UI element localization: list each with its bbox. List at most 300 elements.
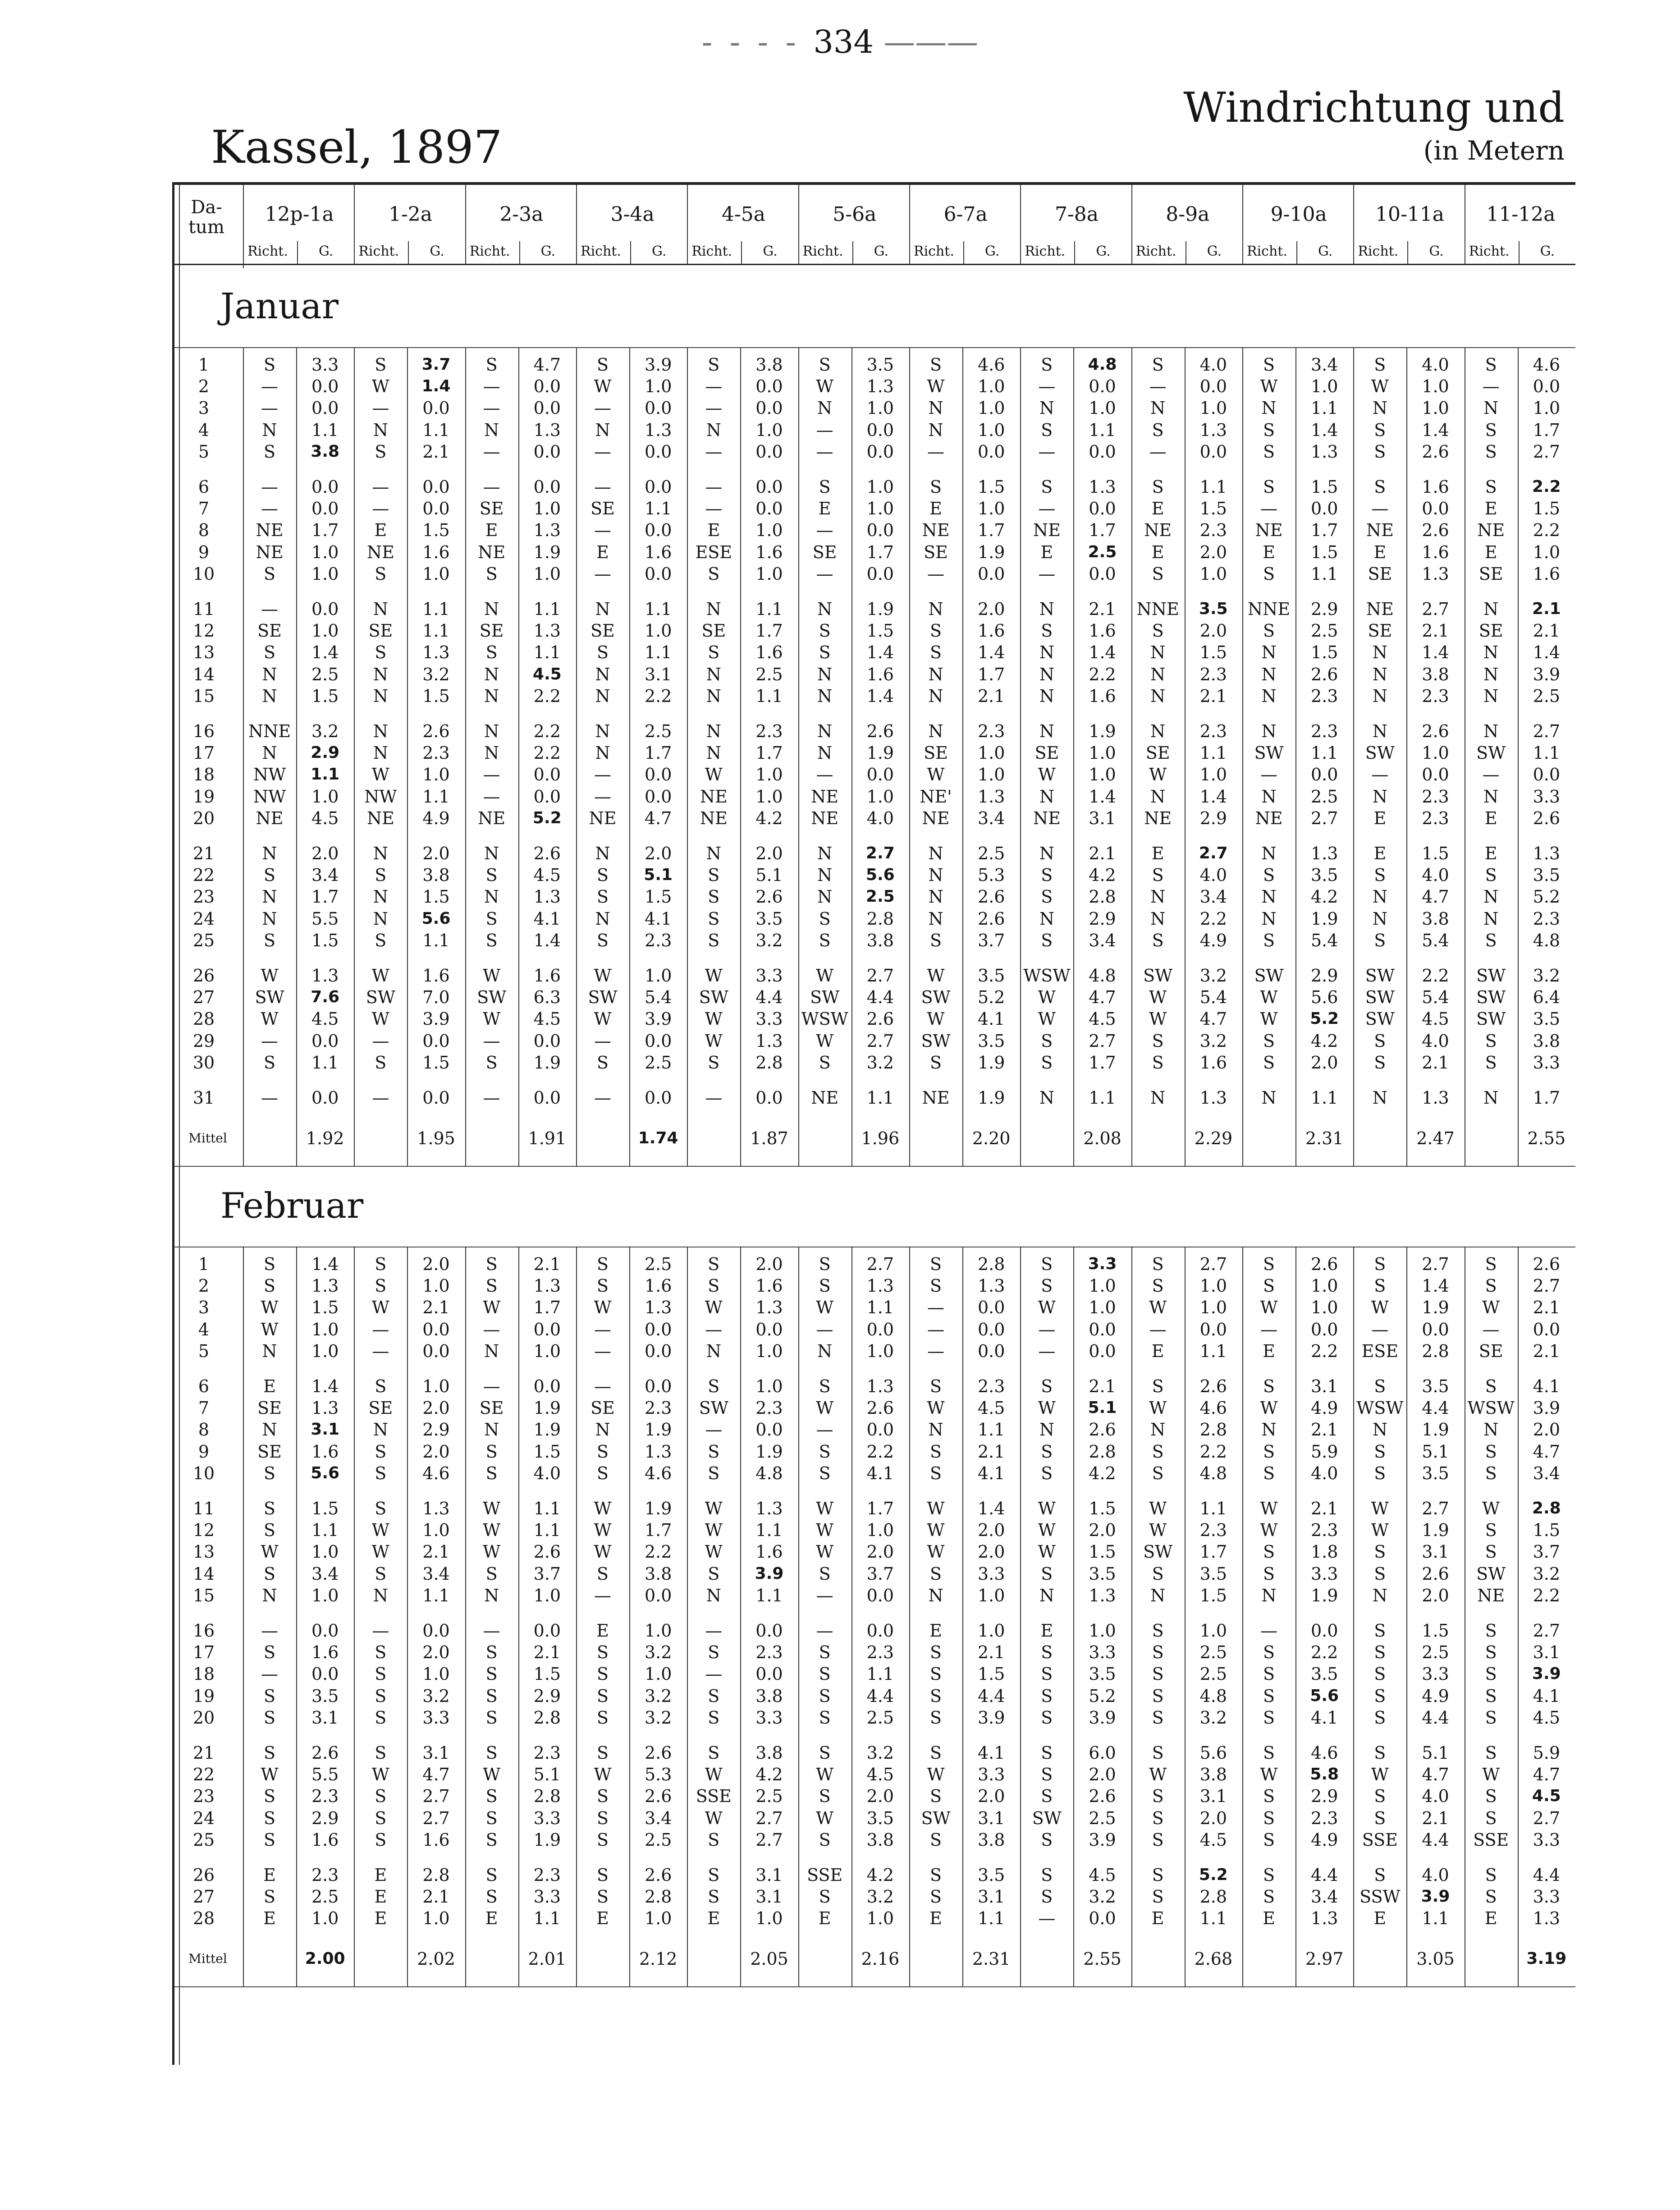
- wind-speed: 4.0: [533, 1463, 561, 1483]
- wind-speed: 0.0: [311, 1664, 339, 1684]
- wind-speed: 1.5: [977, 477, 1005, 497]
- wind-direction: SW: [1365, 743, 1395, 763]
- table-row: [174, 666, 1575, 683]
- wind-speed: 0.0: [533, 441, 561, 462]
- wind-direction: W: [816, 1499, 834, 1518]
- wind-speed: 4.9: [1310, 1829, 1338, 1850]
- subcolumn-rule: [851, 1247, 852, 1986]
- wind-direction: N: [1261, 786, 1277, 807]
- wind-direction: N: [484, 844, 499, 863]
- wind-direction: W: [483, 1542, 501, 1562]
- wind-direction: N: [595, 908, 610, 929]
- wind-direction: N: [373, 686, 388, 706]
- subcolumn-rule: [296, 1247, 297, 1986]
- day-number: 25: [192, 930, 215, 950]
- wind-direction: SE: [591, 1398, 615, 1418]
- wind-speed: 3.4: [311, 865, 339, 885]
- wind-direction: E: [263, 1865, 276, 1885]
- wind-speed: 1.0: [1199, 1298, 1227, 1318]
- wind-speed: 1.4: [866, 642, 894, 663]
- wind-speed: 1.3: [533, 887, 561, 907]
- wind-speed: 2.6: [1089, 1786, 1116, 1807]
- interval-header: [1465, 185, 1576, 264]
- wind-direction: S: [819, 1254, 831, 1274]
- wind-direction: N: [928, 1585, 943, 1605]
- wind-speed: 1.7: [1199, 1542, 1227, 1562]
- wind-direction: —: [594, 1319, 611, 1339]
- wind-direction: W: [705, 1009, 723, 1029]
- wind-speed: 0.0: [1422, 765, 1449, 785]
- day-number: 31: [192, 1088, 215, 1108]
- wind-speed: 1.0: [311, 1585, 339, 1605]
- wind-direction: N: [817, 865, 833, 885]
- wind-speed: 2.7: [1422, 1499, 1449, 1518]
- wind-speed: 3.3: [311, 355, 339, 375]
- wind-direction: N: [1261, 844, 1277, 863]
- day-number: 15: [192, 686, 215, 706]
- wind-speed: 1.3: [533, 520, 561, 541]
- interval-label: 8-9a: [1166, 203, 1210, 226]
- wind-direction: NE: [1144, 808, 1172, 828]
- wind-speed: 2.6: [1310, 1254, 1338, 1274]
- wind-speed: 2.6: [866, 1009, 894, 1029]
- wind-speed: 1.5: [422, 686, 450, 706]
- wind-speed: 1.4: [421, 377, 451, 396]
- wind-direction: N: [1150, 721, 1166, 741]
- subheader-divider: [741, 241, 742, 264]
- wind-speed: 2.8: [1199, 1887, 1227, 1907]
- wind-direction: S: [596, 1664, 609, 1684]
- wind-direction: S: [1485, 1621, 1497, 1641]
- wind-speed: 1.1: [755, 1520, 783, 1541]
- wind-speed: 1.1: [1199, 1908, 1227, 1929]
- wind-direction: S: [1374, 1542, 1386, 1562]
- wind-direction: N: [1039, 398, 1054, 418]
- table-row: [174, 1543, 1575, 1560]
- wind-direction: E: [1484, 808, 1497, 828]
- wind-speed: 0.0: [1310, 765, 1338, 785]
- wind-direction: W: [816, 1031, 834, 1051]
- wind-direction: S: [263, 1564, 276, 1584]
- mean-row: [174, 1130, 1575, 1147]
- wind-direction: SW: [1032, 1808, 1062, 1828]
- wind-direction: S: [819, 908, 831, 929]
- wind-direction: W: [927, 1765, 945, 1785]
- wind-speed: 3.9: [755, 1564, 784, 1583]
- wind-direction: E: [1373, 808, 1387, 828]
- wind-direction: WSW: [801, 1009, 848, 1029]
- direction-subheader: Richt.: [914, 243, 954, 259]
- wind-direction: S: [596, 1707, 609, 1728]
- wind-speed: 1.9: [533, 1398, 561, 1418]
- page-title-right: Windrichtung und: [1183, 83, 1565, 132]
- wind-speed: 2.7: [1089, 1031, 1116, 1051]
- speed-subheader: G.: [540, 243, 556, 259]
- wind-speed: 2.0: [1199, 621, 1227, 641]
- interval-label: 9-10a: [1270, 203, 1327, 226]
- wind-direction: S: [596, 1743, 609, 1763]
- wind-speed: 0.0: [1089, 1319, 1116, 1339]
- wind-direction: S: [263, 1520, 276, 1541]
- wind-speed: 2.7: [755, 1808, 783, 1828]
- wind-direction: SE: [1145, 743, 1170, 763]
- wind-speed: 6.4: [1533, 987, 1561, 1008]
- wind-direction: S: [708, 930, 720, 950]
- interval-label: 11-12a: [1486, 203, 1556, 226]
- wind-direction: SSE: [1473, 1829, 1509, 1850]
- wind-speed: 4.8: [1199, 1686, 1227, 1706]
- wind-speed: 0.0: [866, 520, 894, 541]
- wind-direction: N: [373, 599, 388, 619]
- wind-direction: N: [262, 1420, 277, 1440]
- wind-speed: 1.5: [1533, 1520, 1561, 1541]
- mean-speed: 2.31: [972, 1949, 1011, 1969]
- wind-speed: 4.2: [866, 1865, 894, 1885]
- wind-direction: N: [595, 844, 610, 863]
- wind-speed: 1.0: [1199, 1276, 1227, 1296]
- wind-speed: 1.7: [311, 520, 339, 541]
- wind-speed: 0.0: [533, 1621, 561, 1641]
- wind-direction: —: [483, 477, 500, 497]
- wind-speed: 2.5: [1088, 542, 1117, 561]
- wind-direction: W: [261, 1319, 279, 1339]
- wind-direction: N: [484, 664, 499, 684]
- wind-speed: 3.9: [1533, 1398, 1561, 1418]
- wind-speed: 5.2: [1310, 1009, 1339, 1028]
- wind-direction: S: [1374, 1865, 1386, 1885]
- wind-speed: 0.0: [422, 1319, 450, 1339]
- interval-header: [465, 185, 577, 264]
- wind-direction: —: [816, 1621, 833, 1641]
- wind-direction: SSE: [807, 1865, 843, 1885]
- wind-speed: 2.6: [1422, 721, 1449, 741]
- wind-speed: 2.6: [977, 908, 1005, 929]
- wind-direction: E: [1151, 1341, 1164, 1361]
- wind-direction: W: [371, 765, 389, 785]
- wind-speed: 1.3: [311, 1398, 339, 1418]
- wind-speed: 1.6: [1422, 477, 1449, 497]
- day-number: 6: [198, 1376, 210, 1396]
- direction-subheader: Richt.: [691, 243, 732, 259]
- wind-speed: 1.1: [1422, 1908, 1449, 1929]
- wind-speed: 3.1: [977, 1808, 1005, 1828]
- wind-direction: E: [263, 1376, 276, 1396]
- wind-direction: W: [594, 1499, 612, 1518]
- wind-direction: S: [596, 1441, 609, 1462]
- wind-direction: S: [1374, 1808, 1386, 1828]
- wind-direction: W: [705, 1520, 723, 1541]
- wind-speed: 0.0: [866, 420, 894, 440]
- wind-direction: S: [1374, 1564, 1386, 1584]
- day-number: 21: [192, 1743, 215, 1763]
- wind-speed: 1.6: [755, 1276, 783, 1296]
- wind-speed: 4.6: [1199, 1398, 1227, 1418]
- wind-direction: —: [372, 1319, 389, 1339]
- wind-speed: 4.7: [422, 1765, 450, 1785]
- wind-direction: —: [1038, 1908, 1056, 1929]
- wind-direction: E: [1373, 844, 1387, 863]
- wind-speed: 1.0: [1089, 765, 1116, 785]
- day-number: 12: [192, 1520, 215, 1541]
- wind-speed: 2.0: [977, 1520, 1005, 1541]
- wind-direction: E: [929, 499, 942, 519]
- wind-direction: E: [1484, 499, 1497, 519]
- wind-speed: 3.2: [1533, 1564, 1561, 1584]
- wind-speed: 2.6: [1422, 520, 1449, 541]
- wind-speed: 4.4: [1533, 1865, 1561, 1885]
- wind-direction: E: [1263, 542, 1275, 562]
- wind-speed: 2.3: [1422, 686, 1449, 706]
- wind-speed: 2.2: [866, 1441, 894, 1462]
- wind-speed: 3.3: [1088, 1255, 1117, 1273]
- wind-direction: W: [705, 966, 723, 986]
- wind-speed: 3.5: [977, 1031, 1005, 1051]
- wind-speed: 1.9: [1422, 1520, 1449, 1541]
- day-number: 12: [192, 621, 215, 641]
- wind-speed: 4.0: [1422, 865, 1449, 885]
- wind-speed: 1.5: [1310, 477, 1338, 497]
- wind-speed: 2.2: [1199, 1441, 1227, 1462]
- day-number: 29: [192, 1031, 215, 1051]
- wind-speed: 3.3: [1533, 786, 1561, 807]
- mean-speed: 1.92: [306, 1128, 344, 1148]
- page-title-left: Kassel, 1897: [211, 121, 503, 174]
- wind-speed: 0.0: [1533, 1319, 1561, 1339]
- wind-speed: 1.0: [1422, 743, 1449, 763]
- wind-speed: 2.5: [755, 664, 783, 684]
- direction-subheader: Richt.: [1469, 243, 1510, 259]
- wind-direction: SW: [1476, 966, 1506, 986]
- subcolumn-rule: [1185, 1247, 1186, 1986]
- wind-direction: S: [263, 564, 276, 584]
- wind-speed: 1.1: [644, 599, 672, 619]
- subcolumn-rule: [962, 1247, 963, 1986]
- wind-direction: SW: [810, 987, 840, 1008]
- wind-speed: 2.9: [422, 1420, 450, 1440]
- wind-direction: S: [263, 1499, 276, 1518]
- mean-speed: 2.01: [528, 1949, 567, 1969]
- wind-speed: 1.6: [311, 1441, 339, 1462]
- wind-direction: SE: [1035, 743, 1059, 763]
- wind-direction: S: [1263, 1031, 1275, 1051]
- wind-speed: 1.1: [422, 599, 450, 619]
- wind-speed: 4.0: [1199, 865, 1227, 885]
- wind-direction: —: [1149, 376, 1167, 397]
- wind-direction: SW: [1365, 1009, 1395, 1029]
- wind-speed: 3.4: [1310, 355, 1338, 375]
- wind-direction: S: [708, 1254, 720, 1274]
- wind-direction: NE: [811, 808, 839, 828]
- wind-direction: W: [261, 966, 279, 986]
- wind-direction: E: [929, 1908, 942, 1929]
- wind-speed: 3.5: [311, 1686, 339, 1706]
- wind-direction: W: [371, 1009, 389, 1029]
- wind-direction: SW: [699, 1398, 728, 1418]
- wind-speed: 1.1: [1199, 1341, 1227, 1361]
- day-number: 19: [192, 1686, 215, 1706]
- subcolumn-rule: [1406, 347, 1407, 1166]
- wind-direction: N: [595, 664, 610, 684]
- wind-speed: 2.1: [1422, 1052, 1449, 1073]
- wind-direction: N: [373, 844, 388, 863]
- speed-subheader: G.: [1318, 243, 1333, 259]
- wind-direction: S: [819, 1564, 831, 1584]
- wind-speed: 6.0: [1089, 1743, 1116, 1763]
- wind-speed: 1.7: [311, 887, 339, 907]
- wind-speed: 2.3: [977, 1376, 1005, 1396]
- wind-direction: E: [485, 1908, 498, 1929]
- wind-speed: 2.9: [1310, 966, 1338, 986]
- wind-direction: SW: [1476, 987, 1506, 1008]
- wind-speed: 1.3: [755, 1499, 783, 1518]
- wind-direction: S: [1152, 1052, 1164, 1073]
- wind-direction: S: [929, 930, 942, 950]
- wind-direction: W: [1260, 987, 1278, 1008]
- wind-direction: W: [705, 1542, 723, 1562]
- wind-speed: 2.7: [422, 1808, 450, 1828]
- table-row: [174, 1054, 1575, 1071]
- wind-direction: SSE: [1362, 1829, 1398, 1850]
- wind-direction: —: [816, 1319, 833, 1339]
- wind-speed: 4.5: [1089, 1009, 1116, 1029]
- wind-direction: N: [1261, 721, 1277, 741]
- wind-direction: SE: [368, 1398, 393, 1418]
- wind-speed: 1.3: [1310, 844, 1338, 863]
- wind-direction: N: [1039, 721, 1054, 741]
- wind-direction: —: [594, 1031, 611, 1051]
- wind-speed: 1.7: [1533, 420, 1561, 440]
- table-row: [174, 788, 1575, 805]
- table-row: [174, 1299, 1575, 1316]
- wind-direction: —: [594, 786, 611, 807]
- speed-subheader: G.: [430, 243, 444, 259]
- wind-direction: NE: [256, 520, 284, 541]
- wind-direction: S: [1263, 1865, 1275, 1885]
- wind-speed: 2.3: [977, 721, 1005, 741]
- wind-direction: —: [705, 1319, 723, 1339]
- wind-speed: 1.1: [644, 642, 672, 663]
- wind-direction: W: [927, 1520, 945, 1541]
- wind-speed: 1.0: [866, 1908, 894, 1929]
- wind-speed: 1.9: [755, 1441, 783, 1462]
- wind-direction: S: [1152, 930, 1164, 950]
- wind-direction: N: [1039, 908, 1054, 929]
- wind-direction: S: [485, 1786, 498, 1807]
- wind-speed: 3.1: [1199, 1786, 1227, 1807]
- subheader-divider: [1296, 241, 1297, 264]
- subheader-divider: [297, 241, 298, 264]
- wind-direction: S: [375, 1499, 387, 1518]
- wind-speed: 3.9: [1089, 1829, 1116, 1850]
- interval-header: [1131, 185, 1243, 264]
- wind-speed: 4.9: [422, 808, 450, 828]
- wind-speed: 2.7: [1422, 1254, 1449, 1274]
- wind-direction: SW: [366, 987, 395, 1008]
- wind-direction: —: [1482, 376, 1500, 397]
- wind-direction: N: [1150, 887, 1166, 907]
- wind-speed: 2.5: [865, 887, 895, 906]
- wind-speed: 1.3: [866, 376, 894, 397]
- wind-speed: 2.3: [755, 721, 783, 741]
- wind-speed: 1.5: [644, 887, 672, 907]
- column-rule: [1242, 347, 1243, 1166]
- wind-speed: 0.0: [755, 477, 783, 497]
- wind-direction: —: [594, 477, 611, 497]
- wind-speed: 0.0: [1199, 376, 1227, 397]
- wind-direction: E: [1151, 844, 1164, 863]
- wind-speed: 4.5: [1199, 1829, 1227, 1850]
- wind-speed: 2.5: [977, 844, 1005, 863]
- day-number: 18: [192, 1664, 215, 1684]
- wind-direction: N: [262, 887, 277, 907]
- wind-direction: S: [375, 1463, 387, 1483]
- wind-speed: 1.1: [1089, 420, 1116, 440]
- wind-speed: 4.4: [1422, 1829, 1449, 1850]
- column-rule: [1131, 1247, 1132, 1986]
- wind-direction: S: [596, 1887, 609, 1907]
- wind-speed: 1.5: [422, 1052, 450, 1073]
- wind-speed: 0.0: [866, 765, 894, 785]
- column-rule: [243, 347, 244, 1166]
- wind-speed: 2.6: [1422, 1564, 1449, 1584]
- wind-direction: S: [485, 1707, 498, 1728]
- wind-speed: 1.1: [533, 599, 561, 619]
- wind-direction: N: [484, 887, 499, 907]
- wind-speed: 1.0: [755, 1376, 783, 1396]
- wind-direction: S: [1041, 1276, 1053, 1296]
- wind-direction: W: [1260, 376, 1278, 397]
- wind-speed: 1.0: [1310, 1276, 1338, 1296]
- wind-speed: 3.5: [1310, 865, 1338, 885]
- wind-speed: 3.1: [422, 1743, 450, 1763]
- wind-speed: 3.5: [1089, 1664, 1116, 1684]
- wind-speed: 1.0: [755, 1908, 783, 1929]
- wind-speed: 2.1: [1089, 1376, 1116, 1396]
- wind-speed: 4.1: [977, 1743, 1005, 1763]
- wind-speed: 4.9: [1310, 1398, 1338, 1418]
- wind-speed: 1.4: [1422, 1276, 1449, 1296]
- wind-speed: 1.4: [977, 1499, 1005, 1518]
- wind-direction: W: [594, 966, 612, 986]
- subheader-divider: [1519, 241, 1520, 264]
- wind-speed: 3.3: [1533, 1829, 1561, 1850]
- day-number: 14: [192, 664, 215, 684]
- wind-speed: 1.6: [422, 542, 450, 562]
- wind-speed: 2.0: [422, 1642, 450, 1663]
- table-header: [174, 185, 1575, 265]
- wind-direction: SE: [924, 743, 948, 763]
- column-rule: [909, 347, 910, 1166]
- wind-speed: 2.0: [1199, 1808, 1227, 1828]
- day-number: 13: [192, 642, 215, 663]
- wind-speed: 3.2: [1533, 966, 1561, 986]
- wind-direction: —: [927, 441, 944, 462]
- wind-speed: 2.1: [1422, 621, 1449, 641]
- wind-speed: 2.6: [755, 887, 783, 907]
- wind-speed: 0.0: [1089, 564, 1116, 584]
- wind-direction: W: [1149, 1009, 1167, 1029]
- wind-speed: 1.9: [533, 1829, 561, 1850]
- wind-direction: N: [817, 887, 833, 907]
- wind-speed: 1.6: [755, 542, 783, 562]
- wind-speed: 2.7: [866, 966, 894, 986]
- column-rule: [1020, 347, 1021, 1166]
- wind-direction: N: [595, 721, 610, 741]
- wind-speed: 2.8: [1089, 1441, 1116, 1462]
- wind-speed: 0.0: [755, 1664, 783, 1684]
- wind-speed: 1.0: [644, 376, 672, 397]
- wind-direction: S: [708, 1441, 720, 1462]
